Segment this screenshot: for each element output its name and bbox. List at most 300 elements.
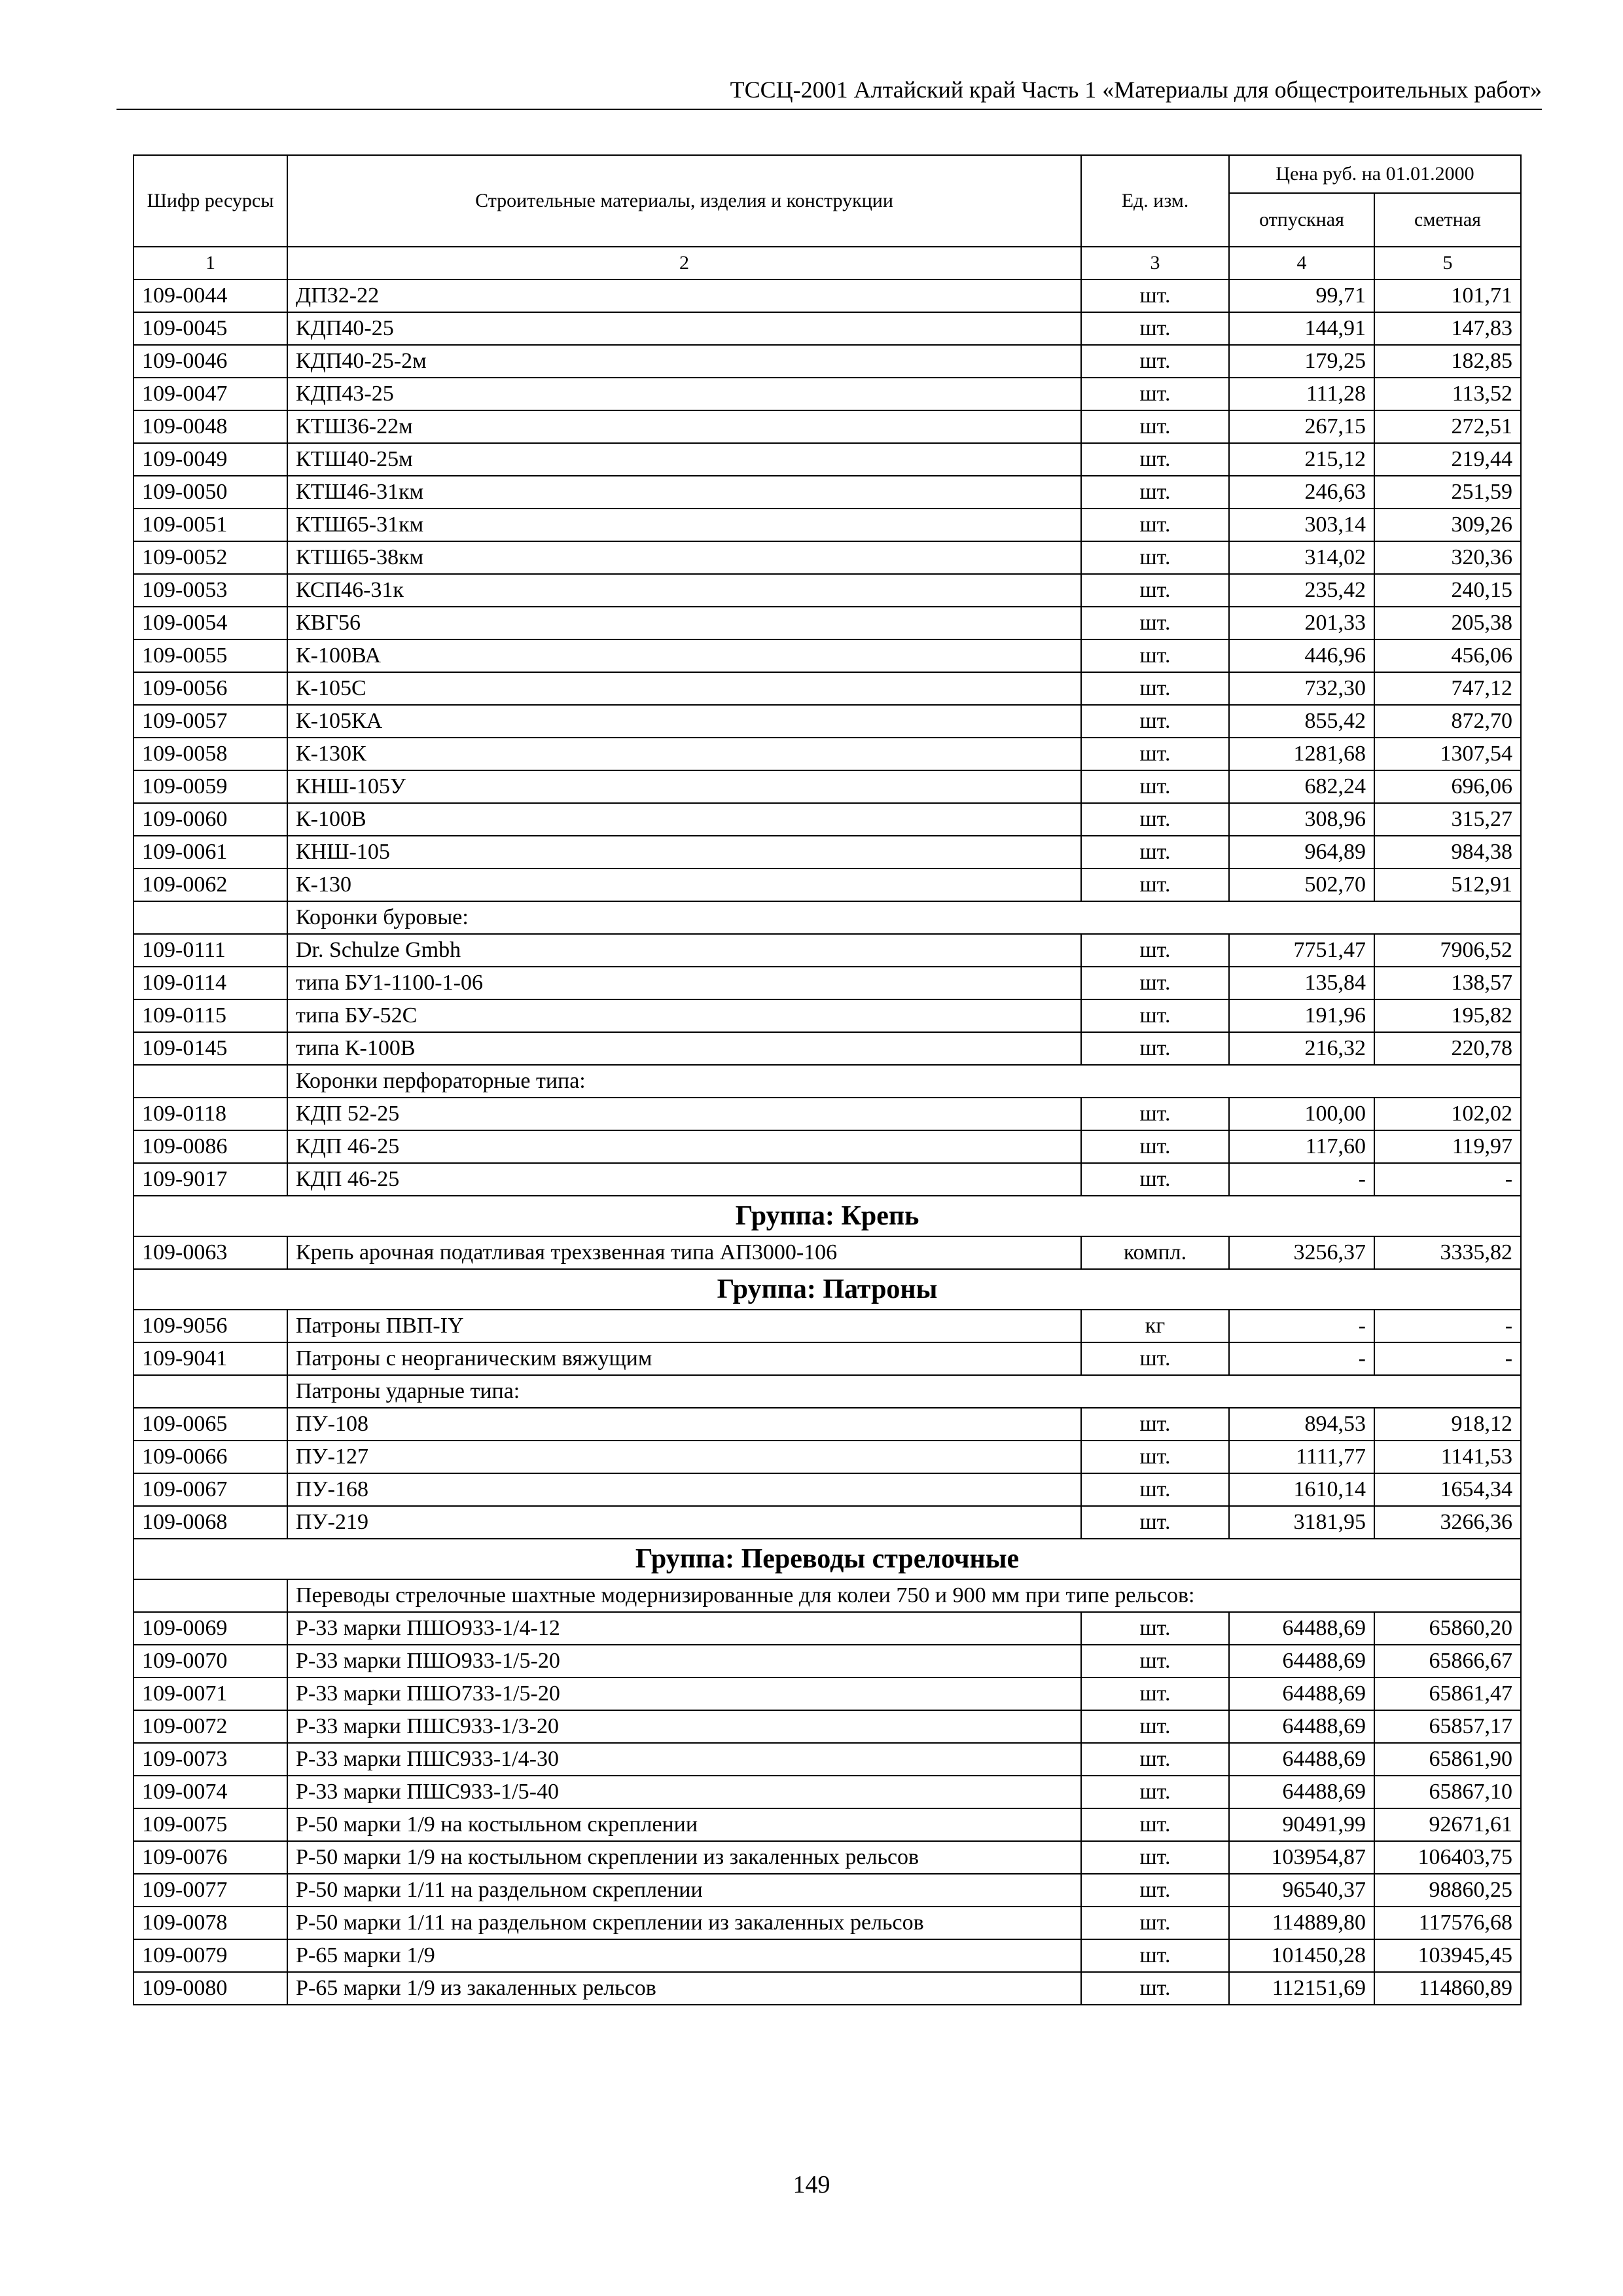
resource-code: 109-0050 xyxy=(134,476,287,509)
unit-of-measure: шт. xyxy=(1081,1972,1229,2005)
unit-of-measure: шт. xyxy=(1081,1776,1229,1808)
section-code-cell xyxy=(134,1579,287,1612)
estimate-price: - xyxy=(1374,1310,1521,1342)
release-price: 112151,69 xyxy=(1229,1972,1374,2005)
unit-of-measure: шт. xyxy=(1081,1841,1229,1874)
estimate-price: 1141,53 xyxy=(1374,1441,1521,1473)
section-code-cell xyxy=(134,1065,287,1098)
estimate-price: 251,59 xyxy=(1374,476,1521,509)
release-price: - xyxy=(1229,1310,1374,1342)
unit-of-measure: шт. xyxy=(1081,607,1229,639)
resource-code: 109-0065 xyxy=(134,1408,287,1441)
release-price: 314,02 xyxy=(1229,541,1374,574)
material-name: КНШ-105 xyxy=(287,836,1081,869)
release-price: 101450,28 xyxy=(1229,1939,1374,1972)
material-name: Р-33 марки ПШС933-1/5-40 xyxy=(287,1776,1081,1808)
material-name: КНШ-105У xyxy=(287,770,1081,803)
release-price: 855,42 xyxy=(1229,705,1374,738)
release-price: 99,71 xyxy=(1229,279,1374,312)
section-heading-row xyxy=(134,1579,1521,1612)
estimate-price: 1654,34 xyxy=(1374,1473,1521,1506)
group-heading: Группа: Крепь xyxy=(134,1196,1521,1236)
unit-of-measure: шт. xyxy=(1081,639,1229,672)
release-price: 246,63 xyxy=(1229,476,1374,509)
material-name: ДП32-22 xyxy=(287,279,1081,312)
estimate-price: 3266,36 xyxy=(1374,1506,1521,1539)
resource-code: 109-0047 xyxy=(134,378,287,410)
material-name: К-100В xyxy=(287,803,1081,836)
resource-code: 109-0055 xyxy=(134,639,287,672)
column-header-code: Шифр ресурсы xyxy=(134,155,287,247)
section-heading: Коронки перфораторные типа: xyxy=(287,1065,1521,1098)
table-row xyxy=(134,1408,1521,1441)
resource-code: 109-0074 xyxy=(134,1776,287,1808)
table-row xyxy=(134,1342,1521,1375)
material-name: К-105С xyxy=(287,672,1081,705)
resource-code: 109-0062 xyxy=(134,869,287,901)
estimate-price: 272,51 xyxy=(1374,410,1521,443)
estimate-price: 872,70 xyxy=(1374,705,1521,738)
release-price: 100,00 xyxy=(1229,1098,1374,1130)
material-name: Р-65 марки 1/9 xyxy=(287,1939,1081,1972)
estimate-price: 309,26 xyxy=(1374,509,1521,541)
material-name: типа БУ1-1100-1-06 xyxy=(287,967,1081,999)
unit-of-measure: шт. xyxy=(1081,1939,1229,1972)
unit-of-measure: шт. xyxy=(1081,1612,1229,1645)
unit-of-measure: шт. xyxy=(1081,934,1229,967)
unit-of-measure: шт. xyxy=(1081,738,1229,770)
estimate-price: 240,15 xyxy=(1374,574,1521,607)
table-row xyxy=(134,1032,1521,1065)
table-row xyxy=(134,672,1521,705)
material-name: КДП 46-25 xyxy=(287,1130,1081,1163)
material-name: Р-50 марки 1/11 на раздельном скреплении xyxy=(287,1874,1081,1907)
estimate-price: 65861,90 xyxy=(1374,1743,1521,1776)
estimate-price: 984,38 xyxy=(1374,836,1521,869)
unit-of-measure: шт. xyxy=(1081,999,1229,1032)
unit-of-measure: шт. xyxy=(1081,869,1229,901)
release-price: 64488,69 xyxy=(1229,1710,1374,1743)
unit-of-measure: шт. xyxy=(1081,770,1229,803)
release-price: 3181,95 xyxy=(1229,1506,1374,1539)
resource-code: 109-0049 xyxy=(134,443,287,476)
estimate-price: 147,83 xyxy=(1374,312,1521,345)
release-price: 96540,37 xyxy=(1229,1874,1374,1907)
estimate-price: 456,06 xyxy=(1374,639,1521,672)
material-name: Р-33 марки ПШО733-1/5-20 xyxy=(287,1677,1081,1710)
section-heading: Коронки буровые: xyxy=(287,901,1521,934)
table-row xyxy=(134,1677,1521,1710)
unit-of-measure: шт. xyxy=(1081,1098,1229,1130)
material-name: ПУ-168 xyxy=(287,1473,1081,1506)
material-name: К-130К xyxy=(287,738,1081,770)
group-heading: Группа: Патроны xyxy=(134,1269,1521,1310)
release-price: 179,25 xyxy=(1229,345,1374,378)
table-row xyxy=(134,1130,1521,1163)
estimate-price: 98860,25 xyxy=(1374,1874,1521,1907)
section-heading-row xyxy=(134,901,1521,934)
release-price: 308,96 xyxy=(1229,803,1374,836)
material-name: Патроны с неорганическим вяжущим xyxy=(287,1342,1081,1375)
unit-of-measure: шт. xyxy=(1081,1808,1229,1841)
group-heading-row xyxy=(134,1269,1521,1310)
estimate-price: 65860,20 xyxy=(1374,1612,1521,1645)
material-name: К-100ВА xyxy=(287,639,1081,672)
release-price: 7751,47 xyxy=(1229,934,1374,967)
release-price: 682,24 xyxy=(1229,770,1374,803)
resource-code: 109-0053 xyxy=(134,574,287,607)
release-price: 3256,37 xyxy=(1229,1236,1374,1269)
unit-of-measure: шт. xyxy=(1081,1645,1229,1677)
resource-code: 109-0045 xyxy=(134,312,287,345)
release-price: 64488,69 xyxy=(1229,1645,1374,1677)
material-name: Р-50 марки 1/9 на костыльном скреплении xyxy=(287,1808,1081,1841)
resource-code: 109-0145 xyxy=(134,1032,287,1065)
resource-code: 109-0059 xyxy=(134,770,287,803)
unit-of-measure: шт. xyxy=(1081,836,1229,869)
release-price: 64488,69 xyxy=(1229,1677,1374,1710)
unit-of-measure: шт. xyxy=(1081,509,1229,541)
column-header-name: Строительные материалы, изделия и конструкции xyxy=(287,155,1081,247)
resource-code: 109-0086 xyxy=(134,1130,287,1163)
table-row xyxy=(134,1808,1521,1841)
estimate-price: 101,71 xyxy=(1374,279,1521,312)
release-price: 1610,14 xyxy=(1229,1473,1374,1506)
unit-of-measure: шт. xyxy=(1081,1506,1229,1539)
unit-of-measure: шт. xyxy=(1081,279,1229,312)
unit-of-measure: кг xyxy=(1081,1310,1229,1342)
section-code-cell xyxy=(134,901,287,934)
estimate-price: 512,91 xyxy=(1374,869,1521,901)
table-row xyxy=(134,934,1521,967)
resource-code: 109-9017 xyxy=(134,1163,287,1196)
unit-of-measure: шт. xyxy=(1081,410,1229,443)
resource-code: 109-0068 xyxy=(134,1506,287,1539)
resource-code: 109-0061 xyxy=(134,836,287,869)
table-row xyxy=(134,869,1521,901)
group-heading-row xyxy=(134,1196,1521,1236)
column-number: 4 xyxy=(1229,247,1374,279)
table-row xyxy=(134,1441,1521,1473)
resource-code: 109-0072 xyxy=(134,1710,287,1743)
material-name: Р-33 марки ПШС933-1/3-20 xyxy=(287,1710,1081,1743)
release-price: 114889,80 xyxy=(1229,1907,1374,1939)
page-number: 149 xyxy=(793,2171,830,2198)
unit-of-measure: шт. xyxy=(1081,1743,1229,1776)
unit-of-measure: шт. xyxy=(1081,672,1229,705)
unit-of-measure: шт. xyxy=(1081,1677,1229,1710)
table-row xyxy=(134,509,1521,541)
column-header-release-price: отпускная xyxy=(1229,193,1374,247)
release-price: 502,70 xyxy=(1229,869,1374,901)
release-price: 144,91 xyxy=(1229,312,1374,345)
unit-of-measure: шт. xyxy=(1081,574,1229,607)
material-name: Р-50 марки 1/11 на раздельном скреплении из закаленных рельсов xyxy=(287,1907,1081,1939)
unit-of-measure: шт. xyxy=(1081,1907,1229,1939)
column-header-unit: Ед. изм. xyxy=(1081,155,1229,247)
estimate-price: 205,38 xyxy=(1374,607,1521,639)
material-name: КТШ40-25м xyxy=(287,443,1081,476)
column-header-estimate-price: сметная xyxy=(1374,193,1521,247)
estimate-price: 696,06 xyxy=(1374,770,1521,803)
release-price: 135,84 xyxy=(1229,967,1374,999)
resource-code: 109-0070 xyxy=(134,1645,287,1677)
resource-code: 109-0051 xyxy=(134,509,287,541)
estimate-price: 195,82 xyxy=(1374,999,1521,1032)
table-row xyxy=(134,607,1521,639)
unit-of-measure: шт. xyxy=(1081,476,1229,509)
release-price: 103954,87 xyxy=(1229,1841,1374,1874)
material-name: К-105КА xyxy=(287,705,1081,738)
table-row xyxy=(134,1473,1521,1506)
release-price: 191,96 xyxy=(1229,999,1374,1032)
release-price: 201,33 xyxy=(1229,607,1374,639)
resource-code: 109-0080 xyxy=(134,1972,287,2005)
unit-of-measure: шт. xyxy=(1081,803,1229,836)
estimate-price: 7906,52 xyxy=(1374,934,1521,967)
table-row xyxy=(134,1776,1521,1808)
material-name: КДП40-25-2м xyxy=(287,345,1081,378)
table-row xyxy=(134,279,1521,312)
release-price: 894,53 xyxy=(1229,1408,1374,1441)
release-price: 64488,69 xyxy=(1229,1612,1374,1645)
estimate-price: 65857,17 xyxy=(1374,1710,1521,1743)
table-row xyxy=(134,1939,1521,1972)
table-row xyxy=(134,1874,1521,1907)
material-name: КСП46-31к xyxy=(287,574,1081,607)
material-name: Р-33 марки ПШО933-1/4-12 xyxy=(287,1612,1081,1645)
release-price: 215,12 xyxy=(1229,443,1374,476)
unit-of-measure: шт. xyxy=(1081,443,1229,476)
running-header: ТССЦ-2001 Алтайский край Часть 1 «Материалы для общестроительных работ» xyxy=(116,76,1542,110)
table-row xyxy=(134,836,1521,869)
estimate-price: - xyxy=(1374,1163,1521,1196)
release-price: - xyxy=(1229,1342,1374,1375)
unit-of-measure: компл. xyxy=(1081,1236,1229,1269)
estimate-price: 65861,47 xyxy=(1374,1677,1521,1710)
estimate-price: 182,85 xyxy=(1374,345,1521,378)
material-name: ПУ-127 xyxy=(287,1441,1081,1473)
resource-code: 109-0057 xyxy=(134,705,287,738)
table-row xyxy=(134,476,1521,509)
table-row xyxy=(134,1098,1521,1130)
unit-of-measure: шт. xyxy=(1081,378,1229,410)
column-number: 5 xyxy=(1374,247,1521,279)
column-header-price-group: Цена руб. на 01.01.2000 xyxy=(1229,155,1521,193)
resource-code: 109-0056 xyxy=(134,672,287,705)
material-name: типа К-100В xyxy=(287,1032,1081,1065)
release-price: 303,14 xyxy=(1229,509,1374,541)
material-name: Dr. Schulze Gmbh xyxy=(287,934,1081,967)
resource-code: 109-0077 xyxy=(134,1874,287,1907)
resource-code: 109-9041 xyxy=(134,1342,287,1375)
material-name: КТШ65-31км xyxy=(287,509,1081,541)
material-name: КВГ56 xyxy=(287,607,1081,639)
table-row xyxy=(134,967,1521,999)
material-name: К-130 xyxy=(287,869,1081,901)
unit-of-measure: шт. xyxy=(1081,1441,1229,1473)
estimate-price: 1307,54 xyxy=(1374,738,1521,770)
estimate-price: 65867,10 xyxy=(1374,1776,1521,1808)
estimate-price: - xyxy=(1374,1342,1521,1375)
release-price: 111,28 xyxy=(1229,378,1374,410)
resource-code: 109-0115 xyxy=(134,999,287,1032)
resource-code: 109-0079 xyxy=(134,1939,287,1972)
table-row xyxy=(134,345,1521,378)
unit-of-measure: шт. xyxy=(1081,967,1229,999)
release-price: - xyxy=(1229,1163,1374,1196)
material-name: КТШ46-31км xyxy=(287,476,1081,509)
material-name: Крепь арочная податливая трехзвенная типа АП3000-106 xyxy=(287,1236,1081,1269)
section-code-cell xyxy=(134,1375,287,1408)
estimate-price: 747,12 xyxy=(1374,672,1521,705)
resource-code: 109-0118 xyxy=(134,1098,287,1130)
column-number: 1 xyxy=(134,247,287,279)
estimate-price: 918,12 xyxy=(1374,1408,1521,1441)
resource-code: 109-0066 xyxy=(134,1441,287,1473)
resource-code: 109-9056 xyxy=(134,1310,287,1342)
estimate-price: 117576,68 xyxy=(1374,1907,1521,1939)
table-row xyxy=(134,639,1521,672)
column-number: 2 xyxy=(287,247,1081,279)
material-name: Р-65 марки 1/9 из закаленных рельсов xyxy=(287,1972,1081,2005)
resource-code: 109-0054 xyxy=(134,607,287,639)
section-heading: Патроны ударные типа: xyxy=(287,1375,1521,1408)
table-row xyxy=(134,378,1521,410)
table-row xyxy=(134,443,1521,476)
estimate-price: 114860,89 xyxy=(1374,1972,1521,2005)
estimate-price: 315,27 xyxy=(1374,803,1521,836)
material-name: КДП40-25 xyxy=(287,312,1081,345)
estimate-price: 106403,75 xyxy=(1374,1841,1521,1874)
release-price: 235,42 xyxy=(1229,574,1374,607)
table-row xyxy=(134,1645,1521,1677)
resource-code: 109-0114 xyxy=(134,967,287,999)
table-row xyxy=(134,738,1521,770)
unit-of-measure: шт. xyxy=(1081,1130,1229,1163)
release-price: 117,60 xyxy=(1229,1130,1374,1163)
material-name: Р-33 марки ПШО933-1/5-20 xyxy=(287,1645,1081,1677)
table-row xyxy=(134,574,1521,607)
resource-code: 109-0078 xyxy=(134,1907,287,1939)
release-price: 216,32 xyxy=(1229,1032,1374,1065)
table-row xyxy=(134,999,1521,1032)
resource-code: 109-0044 xyxy=(134,279,287,312)
release-price: 446,96 xyxy=(1229,639,1374,672)
resource-code: 109-0075 xyxy=(134,1808,287,1841)
material-name: КТШ36-22м xyxy=(287,410,1081,443)
estimate-price: 220,78 xyxy=(1374,1032,1521,1065)
estimate-price: 65866,67 xyxy=(1374,1645,1521,1677)
release-price: 732,30 xyxy=(1229,672,1374,705)
section-heading: Переводы стрелочные шахтные модернизированные для колеи 750 и 900 мм при типе рельсов: xyxy=(287,1579,1521,1612)
material-name: КДП43-25 xyxy=(287,378,1081,410)
material-name: ПУ-219 xyxy=(287,1506,1081,1539)
estimate-price: 103945,45 xyxy=(1374,1939,1521,1972)
resource-code: 109-0058 xyxy=(134,738,287,770)
section-heading-row xyxy=(134,1375,1521,1408)
resource-code: 109-0111 xyxy=(134,934,287,967)
unit-of-measure: шт. xyxy=(1081,345,1229,378)
table-row xyxy=(134,1841,1521,1874)
price-table xyxy=(133,154,1522,2005)
resource-code: 109-0076 xyxy=(134,1841,287,1874)
table-row xyxy=(134,312,1521,345)
release-price: 1111,77 xyxy=(1229,1441,1374,1473)
table-row xyxy=(134,1506,1521,1539)
table-row xyxy=(134,1972,1521,2005)
table-row xyxy=(134,1743,1521,1776)
estimate-price: 3335,82 xyxy=(1374,1236,1521,1269)
estimate-price: 320,36 xyxy=(1374,541,1521,574)
table-row xyxy=(134,1710,1521,1743)
unit-of-measure: шт. xyxy=(1081,312,1229,345)
unit-of-measure: шт. xyxy=(1081,1710,1229,1743)
material-name: Р-50 марки 1/9 на костыльном скреплении из закаленных рельсов xyxy=(287,1841,1081,1874)
release-price: 64488,69 xyxy=(1229,1743,1374,1776)
table-row xyxy=(134,705,1521,738)
unit-of-measure: шт. xyxy=(1081,1163,1229,1196)
material-name: КТШ65-38км xyxy=(287,541,1081,574)
estimate-price: 102,02 xyxy=(1374,1098,1521,1130)
resource-code: 109-0060 xyxy=(134,803,287,836)
unit-of-measure: шт. xyxy=(1081,541,1229,574)
table-row xyxy=(134,1612,1521,1645)
resource-code: 109-0052 xyxy=(134,541,287,574)
release-price: 1281,68 xyxy=(1229,738,1374,770)
material-name: ПУ-108 xyxy=(287,1408,1081,1441)
release-price: 64488,69 xyxy=(1229,1776,1374,1808)
material-name: типа БУ-52С xyxy=(287,999,1081,1032)
section-heading-row xyxy=(134,1065,1521,1098)
release-price: 90491,99 xyxy=(1229,1808,1374,1841)
group-heading: Группа: Переводы стрелочные xyxy=(134,1539,1521,1579)
table-row xyxy=(134,410,1521,443)
estimate-price: 138,57 xyxy=(1374,967,1521,999)
estimate-price: 219,44 xyxy=(1374,443,1521,476)
estimate-price: 113,52 xyxy=(1374,378,1521,410)
estimate-price: 119,97 xyxy=(1374,1130,1521,1163)
group-heading-row xyxy=(134,1539,1521,1579)
table-row xyxy=(134,1907,1521,1939)
material-name: Р-33 марки ПШС933-1/4-30 xyxy=(287,1743,1081,1776)
unit-of-measure: шт. xyxy=(1081,1874,1229,1907)
material-name: Патроны ПВП-IY xyxy=(287,1310,1081,1342)
table-row xyxy=(134,1163,1521,1196)
table-row xyxy=(134,1236,1521,1269)
resource-code: 109-0067 xyxy=(134,1473,287,1506)
table-row xyxy=(134,770,1521,803)
unit-of-measure: шт. xyxy=(1081,1473,1229,1506)
table-row xyxy=(134,1310,1521,1342)
table-body xyxy=(134,279,1521,2005)
table-row xyxy=(134,803,1521,836)
unit-of-measure: шт. xyxy=(1081,1032,1229,1065)
material-name: КДП 52-25 xyxy=(287,1098,1081,1130)
resource-code: 109-0073 xyxy=(134,1743,287,1776)
material-name: КДП 46-25 xyxy=(287,1163,1081,1196)
unit-of-measure: шт. xyxy=(1081,705,1229,738)
resource-code: 109-0071 xyxy=(134,1677,287,1710)
resource-code: 109-0063 xyxy=(134,1236,287,1269)
estimate-price: 92671,61 xyxy=(1374,1808,1521,1841)
unit-of-measure: шт. xyxy=(1081,1408,1229,1441)
resource-code: 109-0048 xyxy=(134,410,287,443)
table-row xyxy=(134,541,1521,574)
resource-code: 109-0069 xyxy=(134,1612,287,1645)
column-number: 3 xyxy=(1081,247,1229,279)
resource-code: 109-0046 xyxy=(134,345,287,378)
